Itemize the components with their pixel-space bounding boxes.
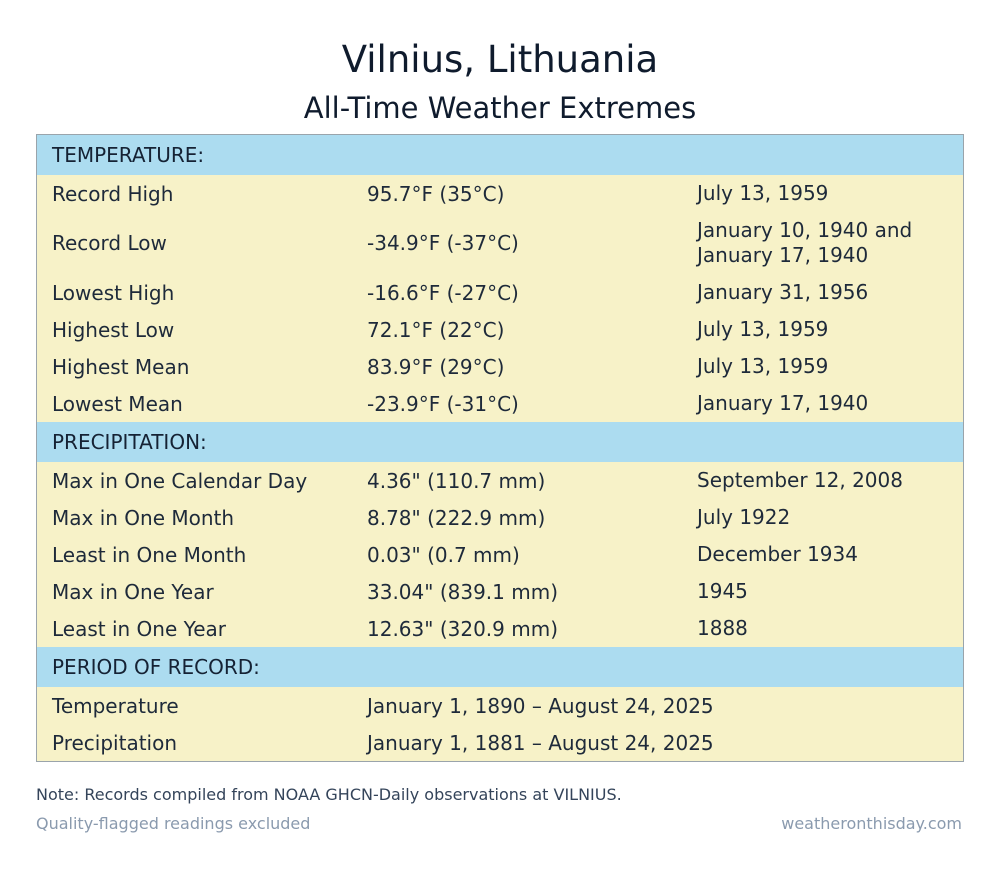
row-date-line: January 10, 1940 and <box>697 218 913 242</box>
table-row <box>37 462 963 499</box>
row-label: Record High <box>52 181 174 206</box>
table-row <box>37 573 963 610</box>
row-value: January 1, 1890 – August 24, 2025 <box>367 693 714 718</box>
site-credit: weatheronthisday.com <box>781 814 962 833</box>
footnote: Note: Records compiled from NOAA GHCN-Daily observations at VILNIUS. <box>36 785 622 804</box>
row-label: Highest Low <box>52 317 175 342</box>
row-label: Least in One Year <box>52 616 226 641</box>
page-subtitle: All-Time Weather Extremes <box>303 91 697 125</box>
row-value: -16.6°F (-27°C) <box>367 280 519 305</box>
row-label: Max in One Calendar Day <box>52 468 308 493</box>
section-header-precipitation: PRECIPITATION: <box>37 422 963 462</box>
row-label: Least in One Month <box>52 542 247 567</box>
table-row <box>37 536 963 573</box>
row-date: 1888 <box>697 616 748 640</box>
row-date: July 13, 1959 <box>697 317 829 341</box>
row-label: Precipitation <box>52 730 178 755</box>
row-label: Lowest Mean <box>52 391 183 416</box>
extremes-table <box>36 134 964 762</box>
table-row <box>37 724 963 761</box>
row-label: Record Low <box>52 231 167 255</box>
row-value: 8.78" (222.9 mm) <box>367 505 546 530</box>
row-date: September 12, 2008 <box>697 468 903 492</box>
row-date: December 1934 <box>697 542 858 566</box>
row-label: Max in One Month <box>52 505 235 530</box>
row-value: 4.36" (110.7 mm) <box>367 468 546 493</box>
row-date: July 1922 <box>697 505 791 529</box>
table-row <box>37 212 963 274</box>
row-value: 12.63" (320.9 mm) <box>367 616 558 641</box>
row-value: 95.7°F (35°C) <box>367 181 505 206</box>
row-label: Highest Mean <box>52 354 190 379</box>
row-value: January 1, 1881 – August 24, 2025 <box>367 730 714 755</box>
row-value: 0.03" (0.7 mm) <box>367 542 520 567</box>
row-date <box>697 218 963 268</box>
row-label: Lowest High <box>52 280 175 305</box>
table-row <box>37 499 963 536</box>
table-row <box>37 610 963 647</box>
row-value: 72.1°F (22°C) <box>367 317 505 342</box>
section-header-period-of-record: PERIOD OF RECORD: <box>37 647 963 687</box>
row-value: 33.04" (839.1 mm) <box>367 579 558 604</box>
row-value: 83.9°F (29°C) <box>367 354 505 379</box>
table-row <box>37 348 963 385</box>
row-label: Temperature <box>52 693 179 718</box>
section-header-temperature: TEMPERATURE: <box>37 135 963 175</box>
quality-note: Quality-flagged readings excluded <box>36 814 311 833</box>
table-row <box>37 385 963 422</box>
table-row <box>37 687 963 724</box>
table-row <box>37 311 963 348</box>
row-date-line: January 17, 1940 <box>697 243 869 267</box>
row-date: July 13, 1959 <box>697 181 829 205</box>
row-date: January 17, 1940 <box>697 391 869 415</box>
page-title: Vilnius, Lithuania <box>341 38 659 81</box>
row-value: -34.9°F (-37°C) <box>367 231 519 255</box>
table-row <box>37 274 963 311</box>
row-label: Max in One Year <box>52 579 214 604</box>
row-date: 1945 <box>697 579 748 603</box>
table-row <box>37 175 963 212</box>
row-date: July 13, 1959 <box>697 354 829 378</box>
row-date: January 31, 1956 <box>697 280 869 304</box>
row-value: -23.9°F (-31°C) <box>367 391 519 416</box>
